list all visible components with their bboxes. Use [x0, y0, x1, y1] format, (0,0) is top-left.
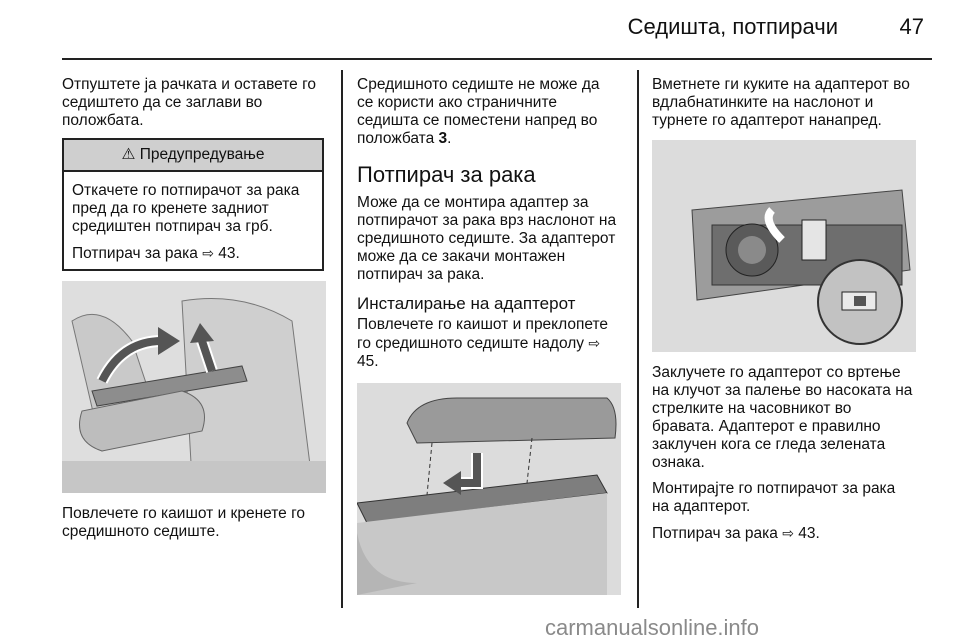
- paragraph: Заклучете го адаптерот со вртење на клучот за палење во насоката на стрелките на часовникот во бравата. Адаптерот е правилно заклучен кога се гледа зелената ознака.: [652, 364, 913, 471]
- figure-adapter-install: [357, 383, 621, 595]
- paragraph: Повлечете го каишот и кренете го средишното седиште.: [62, 505, 306, 540]
- section-heading: Потпирач за рака: [357, 162, 536, 187]
- warning-box: [62, 138, 324, 271]
- header-title: Седишта, потпирачи: [627, 14, 838, 39]
- warning-body: [64, 172, 322, 269]
- reference: Потпирач за рака ⇨ 43.: [652, 525, 820, 542]
- warning-triangle-icon: ⚠: [121, 146, 136, 163]
- column-divider-1: [341, 70, 343, 608]
- subsection-heading: Инсталирање на адаптерот: [357, 294, 576, 313]
- reference-arrow-icon: ⇨: [588, 335, 601, 351]
- paragraph: Средишното седиште не може да се користи ако страничните седишта се поместени напред во положбата 3.: [357, 76, 600, 147]
- paragraph: Може да се монтира адаптер за потпирачот за рака врз наслонот на средишното седиште. За адаптерот може да се закачи монтажен потпирач за рака.: [357, 194, 617, 283]
- figure-adapter-lock: [652, 140, 916, 352]
- header-rule: [62, 58, 932, 60]
- column-2: [357, 76, 619, 595]
- paragraph: Отпуштете ја рачката и оставете го седиштето да се заглави во положбата.: [62, 76, 317, 129]
- column-1: [62, 76, 324, 549]
- page-number: 47: [899, 14, 924, 39]
- warning-header: [64, 140, 322, 172]
- paragraph: Монтирајте го потпирачот за рака на адаптерот.: [652, 480, 896, 515]
- column-divider-2: [637, 70, 639, 608]
- warning-title: Предупредување: [139, 146, 265, 163]
- figure-seat-folding: [62, 281, 326, 493]
- paragraph: Повлечете го каишот и преклопете го средишното седиште надолу ⇨ 45.: [357, 316, 609, 370]
- column-3: [652, 76, 914, 551]
- paragraph: Вметнете ги куките на адаптерот во вдлабнатинките на наслонот и турнете го адаптерот нанапред.: [652, 76, 910, 129]
- reference-arrow-icon: ⇨: [202, 245, 214, 261]
- warning-reference: Потпирач за рака ⇨ 43.: [72, 245, 240, 262]
- warning-text: Откачете го потпирачот за рака пред да го кренете задниот средиштен потпирач за грб.: [72, 182, 300, 235]
- reference-arrow-icon: ⇨: [782, 525, 794, 541]
- watermark: carmanualsonline.info: [545, 615, 760, 640]
